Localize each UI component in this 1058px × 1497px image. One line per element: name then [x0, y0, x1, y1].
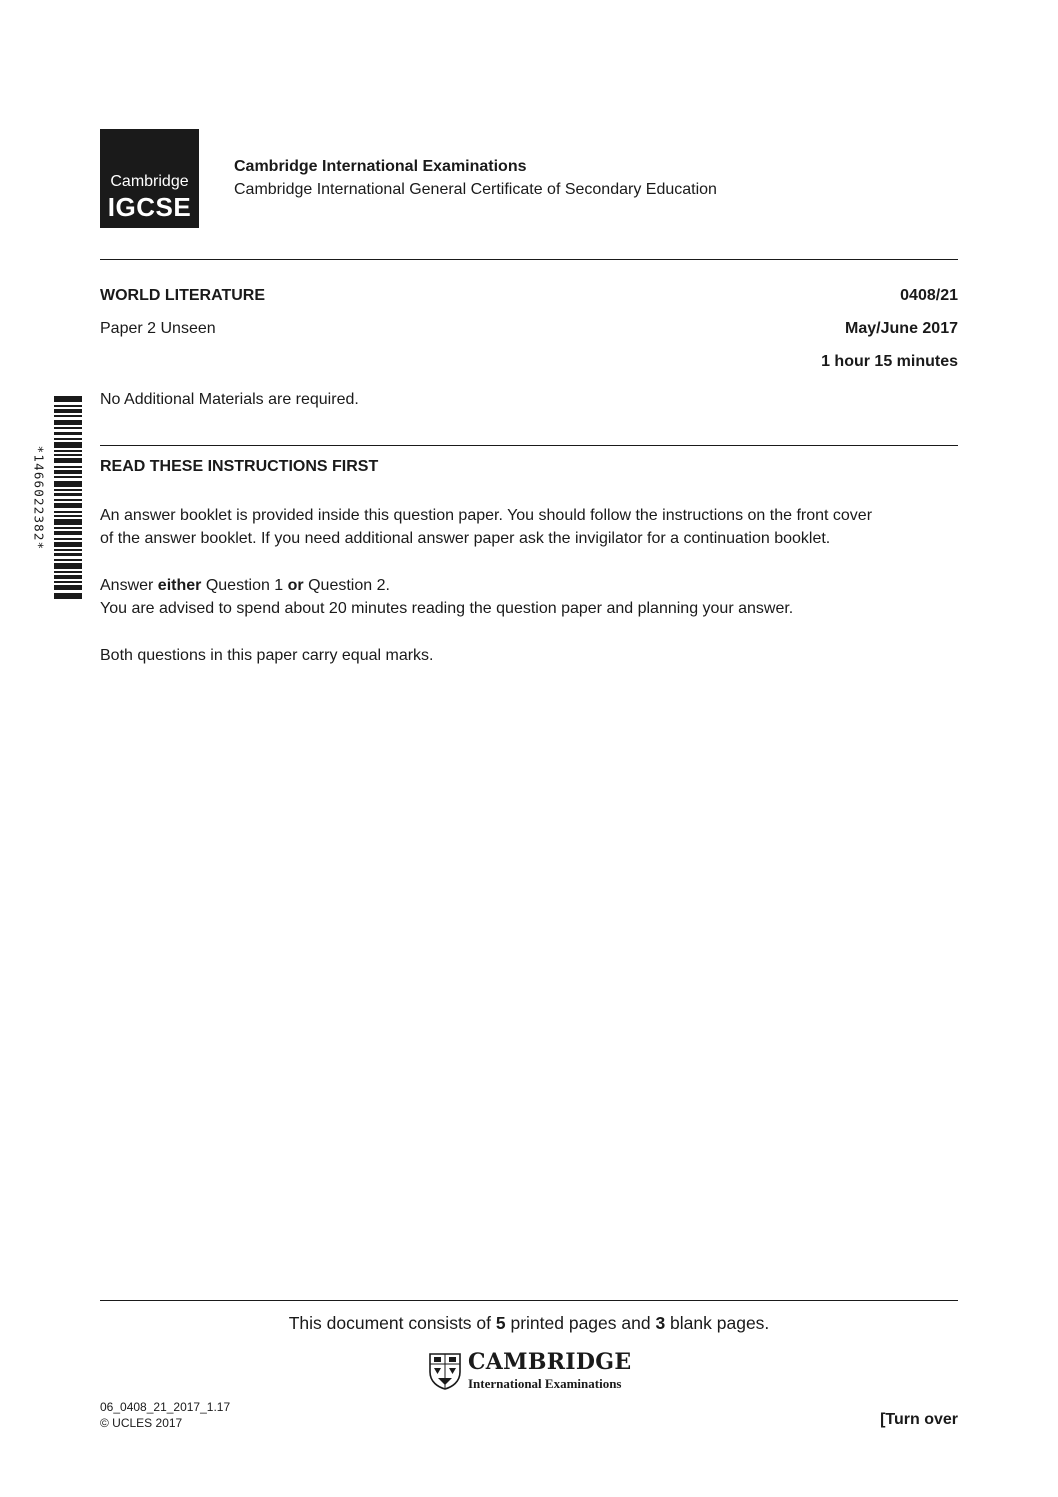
logo-text-cambridge: Cambridge: [110, 173, 189, 190]
page-count-statement: This document consists of 5 printed pages and 3 blank pages.: [288, 1313, 770, 1333]
cambridge-subtitle: International Examinations: [468, 1376, 622, 1391]
instructions-divider: [100, 445, 958, 446]
blank-page-count: 3: [655, 1313, 666, 1333]
answer-choice-line: Answer either Question 1 or Question 2.: [100, 577, 390, 594]
instructions-heading: READ THESE INSTRUCTIONS FIRST: [100, 458, 379, 475]
university-shield-icon: [428, 1352, 462, 1390]
time-advice: You are advised to spend about 20 minutes reading the question paper and planning your answer.: [100, 600, 794, 617]
paper-code: 0408/21: [900, 287, 958, 304]
copyright-notice: © UCLES 2017: [100, 1416, 183, 1430]
cambridge-wordmark: CAMBRIDGE: [468, 1349, 632, 1375]
materials-note: No Additional Materials are required.: [100, 391, 359, 408]
printed-page-count: 5: [495, 1313, 506, 1333]
header-divider: [100, 259, 958, 260]
cambridge-igcse-logo: [100, 129, 199, 228]
footer-divider: [100, 1300, 958, 1301]
barcode-image: [54, 396, 82, 599]
instruction-line: An answer booklet is provided inside this question paper. You should follow the instructions on the front cover: [100, 507, 873, 524]
exam-session: May/June 2017: [845, 320, 958, 337]
marks-note: Both questions in this paper carry equal marks.: [100, 647, 434, 664]
exam-board: Cambridge International Examinations: [234, 158, 527, 175]
emphasis-or: or: [287, 577, 304, 594]
answer-choice-instructions: [100, 574, 960, 620]
barcode-number: *1466022382*: [31, 445, 47, 550]
subject-title: WORLD LITERATURE: [100, 287, 266, 304]
logo-text-igcse: IGCSE: [107, 192, 192, 222]
emphasis-either: either: [157, 577, 202, 594]
exam-duration: 1 hour 15 minutes: [821, 353, 958, 370]
answer-booklet-instructions: [100, 504, 960, 550]
paper-name: Paper 2 Unseen: [100, 320, 216, 337]
document-reference: 06_0408_21_2017_1.17: [100, 1400, 231, 1414]
turn-over-label: [Turn over: [880, 1411, 958, 1428]
qualification: Cambridge International General Certificate of Secondary Education: [234, 181, 717, 198]
instruction-line: of the answer booklet. If you need additional answer paper ask the invigilator for a continuation booklet.: [100, 530, 831, 547]
